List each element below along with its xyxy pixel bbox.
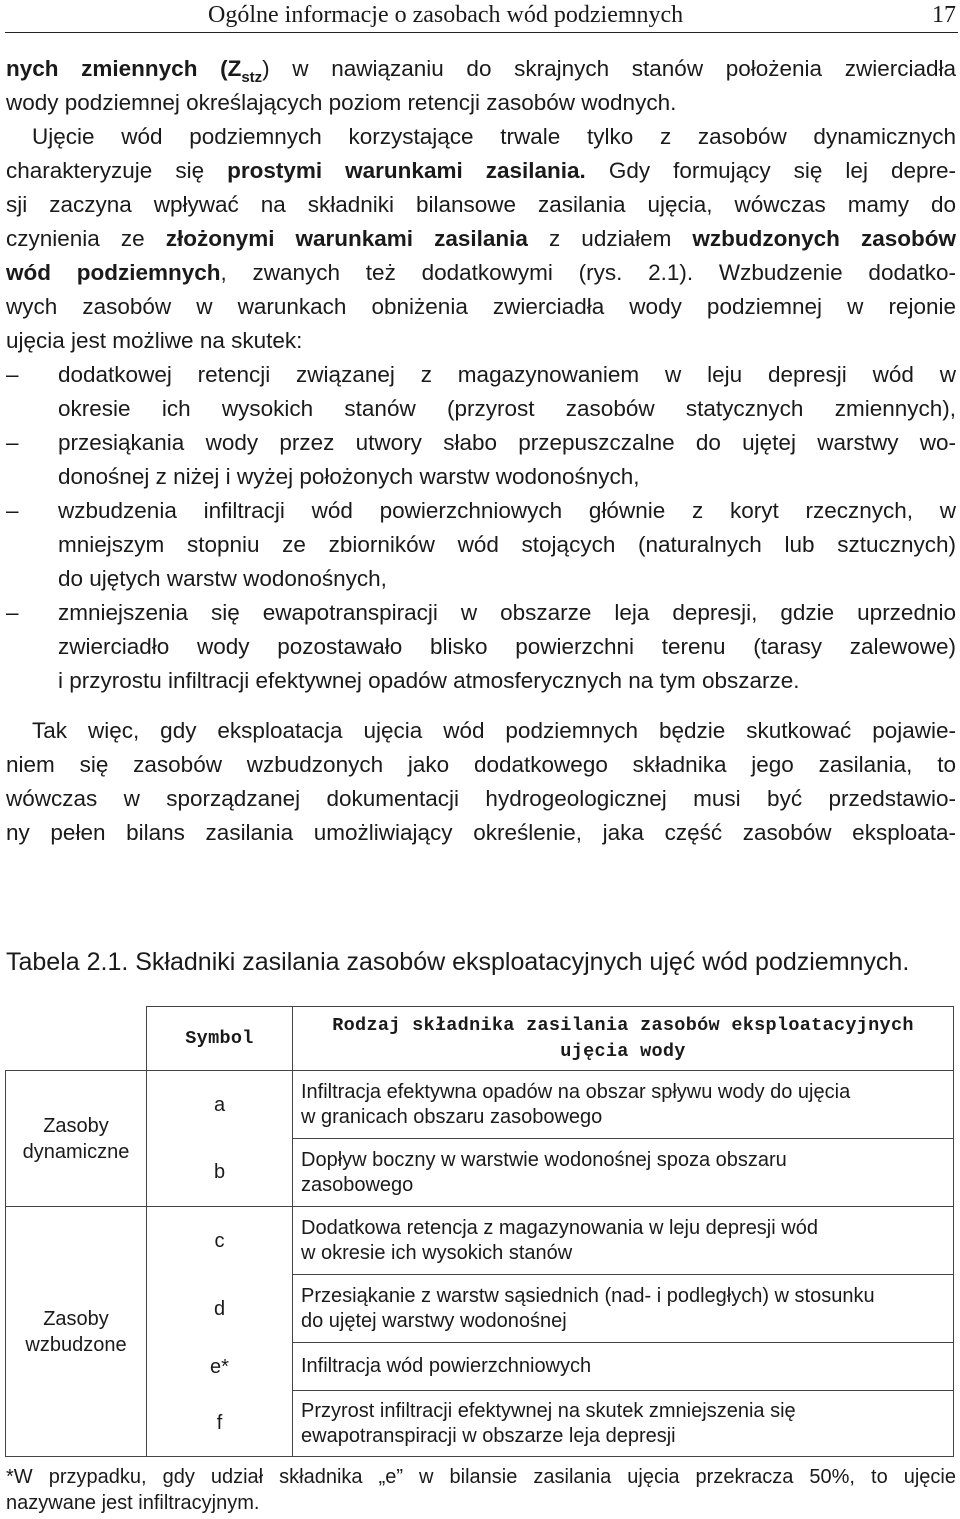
bullet-item: – przesiąkania wody przez utwory słabo przepuszczalne do ujętej warstwy wo- bbox=[6, 430, 956, 455]
text-line: wód podziemnych, zwanych też dodatkowymi (rys. 2.1). Wzbudzenie dodatko- bbox=[6, 260, 956, 285]
text-line: okresie ich wysokich stanów (przyrost zasobów statycznych zmiennych), bbox=[58, 396, 956, 421]
running-title: Ogólne informacje o zasobach wód podziemnych bbox=[208, 2, 684, 28]
group-induced: Zasoby wzbudzone bbox=[6, 1207, 147, 1457]
paragraph-1 bbox=[6, 52, 956, 698]
symbol-cell: c bbox=[147, 1207, 293, 1275]
text-line: wody podziemnej określających poziom retencji zasobów wodnych. bbox=[6, 90, 677, 115]
table-caption: Tabela 2.1. Składniki zasilania zasobów eksploatacyjnych ujęć wód podziemnych. bbox=[6, 948, 910, 976]
bullet-item: – zmniejszenia się ewapotranspiracji w obszarze leja depresji, gdzie uprzednio bbox=[6, 600, 956, 625]
header-rule bbox=[5, 32, 958, 33]
page-header bbox=[0, 0, 960, 34]
text-line: ny pełen bilans zasilania umożliwiający określenie, jaka część zasobów eksploata- bbox=[6, 820, 956, 845]
text-line: do ujętych warstw wodonośnych, bbox=[58, 566, 387, 591]
description-cell: Infiltracja efektywna opadów na obszar spływu wody do ujęcia w granicach obszaru zasobowego bbox=[293, 1071, 954, 1139]
text-line: Tak więc, gdy eksploatacja ujęcia wód podziemnych będzie skutkować pojawie- bbox=[32, 718, 956, 743]
description-cell: Przesiąkanie z warstw sąsiednich (nad- i podległych) w stosunku do ujętej warstwy wodonośnej bbox=[293, 1275, 954, 1343]
table-header-row bbox=[6, 1007, 954, 1071]
col-header-symbol: Symbol bbox=[147, 1007, 293, 1071]
text-line: i przyrostu infiltracji efektywnej opadów atmosferycznych na tym obszarze. bbox=[58, 668, 800, 693]
text-line: donośnej z niżej i wyżej położonych warstw wodonośnych, bbox=[58, 464, 640, 489]
text-line: nych zmiennych $(Z_{stz})$ w nawiązaniu do skrajnych stanów położenia zwierciadła bbox=[6, 56, 956, 86]
symbol-cell: a bbox=[147, 1071, 293, 1139]
symbol-cell: f bbox=[147, 1391, 293, 1457]
text-line: charakteryzuje się prostymi warunkami zasilania. Gdy formujący się lej depre- bbox=[6, 158, 957, 183]
resources-table bbox=[5, 1006, 954, 1457]
text-line: mniejszym stopniu ze zbiorników wód stojących (naturalnych lub sztucznych) bbox=[58, 532, 956, 557]
text-line: Ujęcie wód podziemnych korzystające trwale tylko z zasobów dynamicznych bbox=[32, 124, 956, 149]
col-header-description: Rodzaj składnika zasilania zasobów eksploatacyjnych ujęcia wody bbox=[293, 1007, 954, 1071]
page-number: 17 bbox=[932, 2, 956, 28]
description-cell: Dodatkowa retencja z magazynowania w leju depresji wód w okresie ich wysokich stanów bbox=[293, 1207, 954, 1275]
text-line: wówczas w sporządzanej dokumentacji hydrogeologicznej musi być przedstawio- bbox=[6, 786, 956, 811]
table-row bbox=[6, 1275, 954, 1343]
bullet-item: – wzbudzenia infiltracji wód powierzchniowych głównie z koryt rzecznych, w bbox=[6, 498, 956, 523]
description-cell: Infiltracja wód powierzchniowych bbox=[293, 1343, 954, 1391]
table-row bbox=[6, 1391, 954, 1457]
table-row bbox=[6, 1343, 954, 1391]
text-line: czynienia ze złożonymi warunkami zasilania z udziałem wzbudzonych zasobów bbox=[6, 226, 956, 251]
paragraph-2 bbox=[6, 714, 956, 850]
text-line: wych zasobów w warunkach obniżenia zwierciadła wody podziemnej w rejonie bbox=[6, 294, 956, 319]
group-dynamic: Zasoby dynamiczne bbox=[6, 1071, 147, 1207]
text-line: niem się zasobów wzbudzonych jako dodatkowego składnika jego zasilania, to bbox=[6, 752, 956, 777]
symbol-cell: b bbox=[147, 1139, 293, 1207]
bullet-item: – dodatkowej retencji związanej z magazynowaniem w leju depresji wód w bbox=[6, 362, 956, 387]
table-row bbox=[6, 1139, 954, 1207]
table-row bbox=[6, 1071, 954, 1139]
table-row bbox=[6, 1207, 954, 1275]
text-line: ujęcia jest możliwe na skutek: bbox=[6, 328, 303, 353]
text-line: sji zaczyna wpływać na składniki bilansowe zasilania ujęcia, wówczas mamy do bbox=[6, 192, 956, 217]
symbol-cell: e* bbox=[147, 1343, 293, 1391]
symbol-cell: d bbox=[147, 1275, 293, 1343]
description-cell: Dopływ boczny w warstwie wodonośnej spoza obszaru zasobowego bbox=[293, 1139, 954, 1207]
table-footnote: *W przypadku, gdy udział składnika „e” w bilansie zasilania ujęcia przekracza 50%, to ujęcie nazywane jest infiltracyjnym. bbox=[6, 1466, 956, 1514]
description-cell: Przyrost infiltracji efektywnej na skutek zmniejszenia się ewapotranspiracji w obszarze leja depresji bbox=[293, 1391, 954, 1457]
text-line: zwierciadło wody pozostawało blisko powierzchni terenu (tarasy zalewowe) bbox=[58, 634, 956, 659]
